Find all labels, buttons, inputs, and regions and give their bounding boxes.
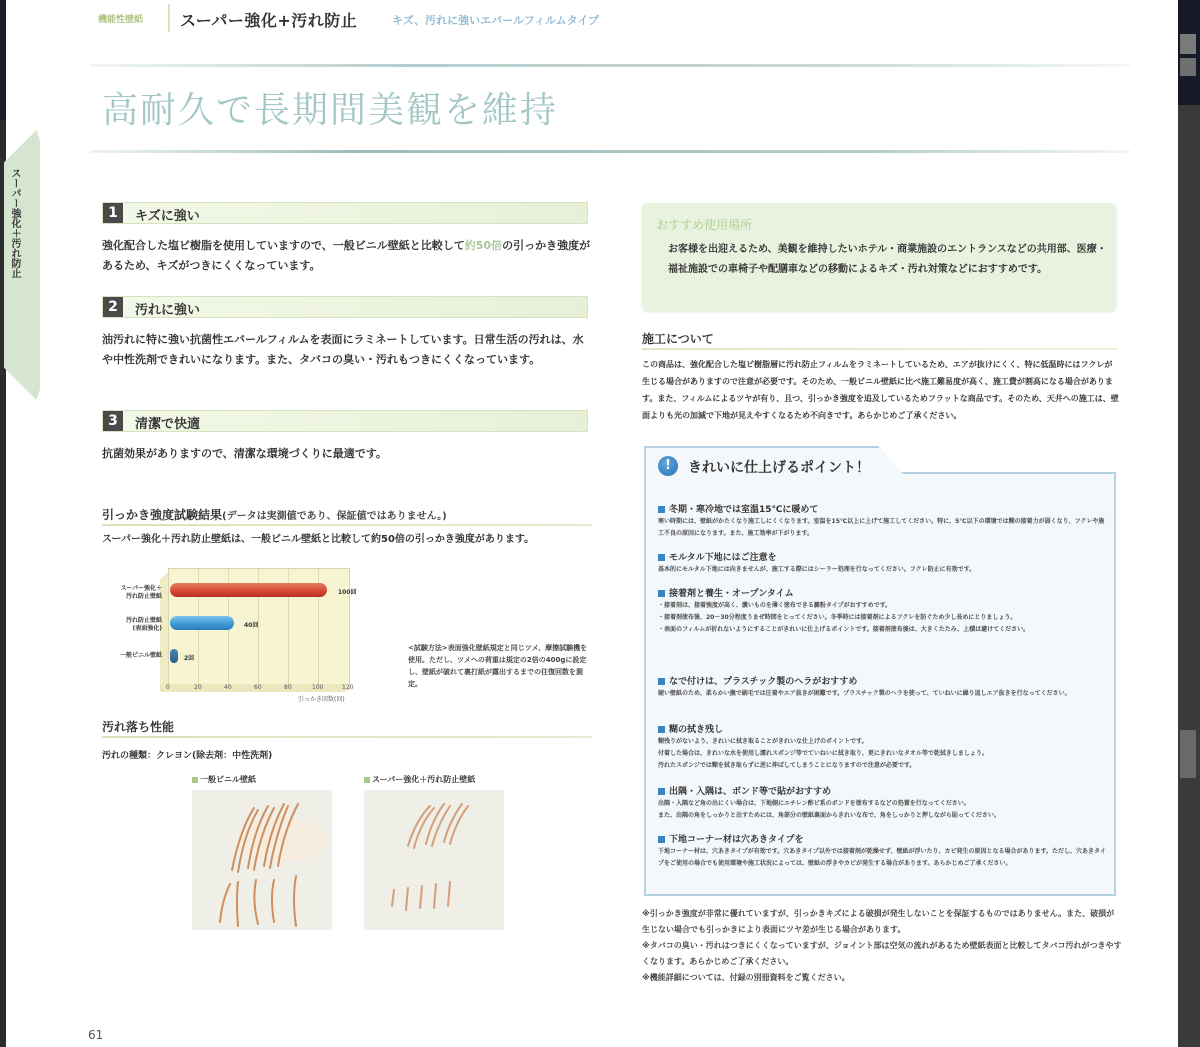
feature-text-2: 油汚れに特に強い抗菌性エバールフィルムを表面にラミネートしています。日常生活の汚れは、水や中性洗剤できれいになります。また、タバコの臭い・汚れもつきにくくなっています。: [102, 333, 584, 366]
scratch-test-heading: 引っかき強度試験結果(データは実測値であり、保証値ではありません。): [102, 508, 447, 522]
scroll-button[interactable]: [1180, 58, 1196, 76]
title-rule-bottom: [90, 150, 1130, 153]
tip-heading: モルタル下地にはご注意を: [658, 550, 777, 563]
page-number: 61: [88, 1028, 104, 1042]
scrollbar-thumb[interactable]: [1180, 730, 1196, 778]
chart-tick: 60: [254, 684, 262, 691]
square-bullet-icon: [658, 836, 665, 843]
chart-category-label: スーパー強化＋ 汚れ防止壁紙: [120, 585, 162, 600]
scroll-button-up[interactable]: [1180, 34, 1196, 54]
title-rule-top: [90, 64, 1130, 67]
tip-text: 出隅・入隅など角の出にくい場合は、下地側にエチレン酢ビ系のボンドを塗布するなどの処置を行なってください。 また、出隅の角をしっかりと出すためには、角部分の壁紙裏面からきれいな布で、角をしっかりと押しながら貼ってください。: [658, 800, 1000, 819]
construction-heading: 施工について: [642, 332, 714, 346]
chart-bar-general: [170, 649, 178, 663]
category-label: 機能性壁紙: [98, 15, 144, 25]
page-title: 高耐久で長期間美観を維持: [102, 90, 559, 131]
tip-text: ・接着剤は、接着強度が高く、濃いものを薄く塗布できる澱粉タイプがおすすめです。 ・接着剤塗布後、20～30分程度うまぜ時間をとってください。冬季時には接着剤によるフクレを防ぐため少し長めにとりましょう。 ・表面のフィルムが折れないようにすることがきれいに仕上げるポイントです。接着剤塗布後は、大きくたたみ、上積は避けてください。: [658, 602, 1030, 633]
viewer-scrollbar[interactable]: [1178, 0, 1200, 1047]
stain-photo-super: [364, 790, 504, 930]
chart-tick: 80: [284, 684, 292, 691]
tip-heading: 接着剤と養生・オープンタイム: [658, 586, 794, 599]
footnote: ※機能詳細については、付録の別冊資料をご覧ください。: [642, 973, 850, 982]
product-title: スーパー強化+汚れ防止: [180, 11, 358, 30]
exclamation-icon: !: [658, 456, 678, 476]
chart-x-axis-label: 引っかき回数(回): [298, 696, 345, 703]
feature-title: 清潔で快適: [135, 417, 201, 432]
chart-tick: 20: [194, 684, 202, 691]
construction-text: この商品は、強化配合した塩ビ樹脂層に汚れ防止フィルムをラミネートしているため、エアが抜けにくく、特に低温時にはフクレが生じる場合がありますので注意が必要です。そのため、一般ビニル壁紙に比べ施工難易度が高く、施工費が割高になる場合があります。また、フィルムによるツヤが有り、且つ、引っかき強度を追及しているためフラットな商品です。そのため、天井への施工は、壁面よりも光の加減で下地が見えやすくなるため不向きです。あらかじめご了承ください。: [642, 360, 1119, 420]
feature-heading-3: [102, 410, 588, 432]
tip-heading: 糊の拭き残し: [658, 722, 723, 735]
square-bullet-icon: [658, 678, 665, 685]
square-bullet-icon: [658, 726, 665, 733]
chart-bar-super: [170, 583, 327, 597]
crayon-marks-image: [364, 790, 504, 930]
tip-text: 寒い時期には、壁紙がかたくなり施工しにくくなります。室温を15℃以上に上げて施工してください。特に、5℃以下の環境では糊の接着力が弱くなり、フクレや施工不良の原因になります。また、施工効率が下がります。: [658, 518, 1105, 537]
feature-number: 2: [103, 297, 123, 317]
chart-value-label: 2回: [184, 655, 195, 662]
stain-type: 汚れの種類：クレヨン(除去剤：中性洗剤): [102, 751, 273, 761]
tip-heading: 下地コーナー材は穴あきタイプを: [658, 832, 804, 845]
tip-text: 下地コーナー材は、穴あきタイプが有効です。穴あきタイプ以外では接着剤が乾燥せず、壁紙が浮いたり、カビ発生の原因となる場合があります。ただし、穴あきタイプをご使用の場合でも使用環境や施工状況によっては、壁紙の浮きやカビが発生する場合があります。あらかじめご了承ください。: [658, 848, 1106, 867]
tip-text: 基本的にモルタル下地には向きませんが、施工する際にはシーラー処理を行なってください。フクレ防止に有効です。: [658, 566, 976, 573]
chart-bar-stainproof: [170, 616, 234, 630]
tip-text: 糊残りがないよう、きれいに拭き取ることがきれいな仕上げのポイントです。 付着した場合は、きれいな水を使用し濡れスポンジ等でていねいに拭き取り、更にきれいなタオル等で乾拭きしましょう。 汚れたスポンジでは糊を拭き取らずに逆に伸ばしてしまうことになりますので注意が必要です。: [658, 738, 988, 769]
product-subtitle: キズ、汚れに強いエバールフィルムタイプ: [392, 14, 600, 27]
feature-heading-1: [102, 202, 588, 224]
square-bullet-icon: [658, 554, 665, 561]
crayon-marks-image: [192, 790, 332, 930]
footnote: ※タバコの臭い・汚れはつきにくくなっていますが、ジョイント部は空気の流れがあるため壁紙表面と比較してタバコ汚れがつきやすくなります。あらかじめご了承ください。: [642, 941, 1122, 966]
footnote: ※引っかき強度が非常に優れていますが、引っかきキズによる破損が発生しないことを保証するものではありません。また、破損が生じない場合でも引っかきにより表面にツヤ差が生じる場合があります。: [642, 909, 1115, 934]
tips-title: きれいに仕上げるポイント！: [688, 460, 870, 476]
square-bullet-icon: [658, 590, 665, 597]
chart-tick: 100: [312, 684, 324, 691]
feature-text-3: 抗菌効果がありますので、清潔な環境づくりに最適です。: [102, 447, 387, 460]
construction-rule: [642, 348, 1118, 350]
feature-text-1: 強化配合した塩ビ樹脂を使用していますので、一般ビニル壁紙と比較して約50倍の引っかき強度があるため、キズがつきにくくなっています。: [102, 239, 591, 272]
scratch-test-rule: [102, 524, 592, 526]
photo-caption-super: スーパー強化＋汚れ防止壁紙: [364, 774, 475, 785]
feature-number: 1: [103, 203, 123, 223]
accent-value: 約50倍: [464, 239, 503, 252]
chart-tick: 40: [224, 684, 232, 691]
footnotes: [642, 906, 1122, 986]
header-divider: [168, 4, 170, 32]
feature-title: キズに強い: [135, 209, 200, 224]
feature-number: 3: [103, 411, 123, 431]
tip-heading: 出隅・入隅は、ボンド等で貼がおすすめ: [658, 784, 831, 797]
chart-category-label: 汚れ防止壁紙 (表面強化): [125, 617, 162, 632]
photo-caption-general: 一般ビニル壁紙: [192, 774, 256, 785]
test-method-note: <試験方法>表面強化壁紙規定と同じツメ、摩擦試験機を使用。ただし、ツメへの荷重は規定の2倍の400gに設定し、壁紙が破れて裏打紙が露出するまでの往復回数を測定。: [408, 644, 588, 688]
side-index-tab-label: スーパー強化＋汚れ防止: [9, 168, 20, 278]
square-bullet-icon: [658, 506, 665, 513]
recommended-use-text: お客様を出迎えるため、美観を維持したいホテル・商業施設のエントランスなどの共用部、医療・福祉施設での車椅子や配膳車などの移動によるキズ・汚れ対策などにおすすめです。: [668, 244, 1107, 275]
chart-value-label: 100回: [338, 589, 357, 596]
tip-heading: 冬期・寒冷地では室温15℃に暖めて: [658, 502, 818, 515]
chart-tick: 0: [166, 684, 170, 691]
feature-heading-2: [102, 296, 588, 318]
stain-test-rule: [102, 736, 592, 738]
stain-photo-general: [192, 790, 332, 930]
chart-value-label: 40回: [244, 622, 259, 629]
chart-category-label: 一般ビニル壁紙: [119, 652, 162, 659]
tip-text: 硬い壁紙のため、柔らかい撫で刷毛では圧着やエア抜きが困難です。プラスチック製のヘラを使って、ていねいに繰り返しエア抜きを行なってください。: [658, 690, 1071, 697]
chart-tick: 120: [342, 684, 354, 691]
recommended-use-title: おすすめ使用場所: [656, 218, 753, 232]
tip-heading: なで付けは、プラスチック製のヘラがおすすめ: [658, 674, 857, 687]
square-bullet-icon: [658, 788, 665, 795]
feature-title: 汚れに強い: [135, 303, 201, 318]
stain-test-heading: 汚れ落ち性能: [102, 720, 175, 734]
scratch-test-summary: スーパー強化＋汚れ防止壁紙は、一般ビニル壁紙と比較して約50倍の引っかき強度があります。: [102, 534, 535, 545]
